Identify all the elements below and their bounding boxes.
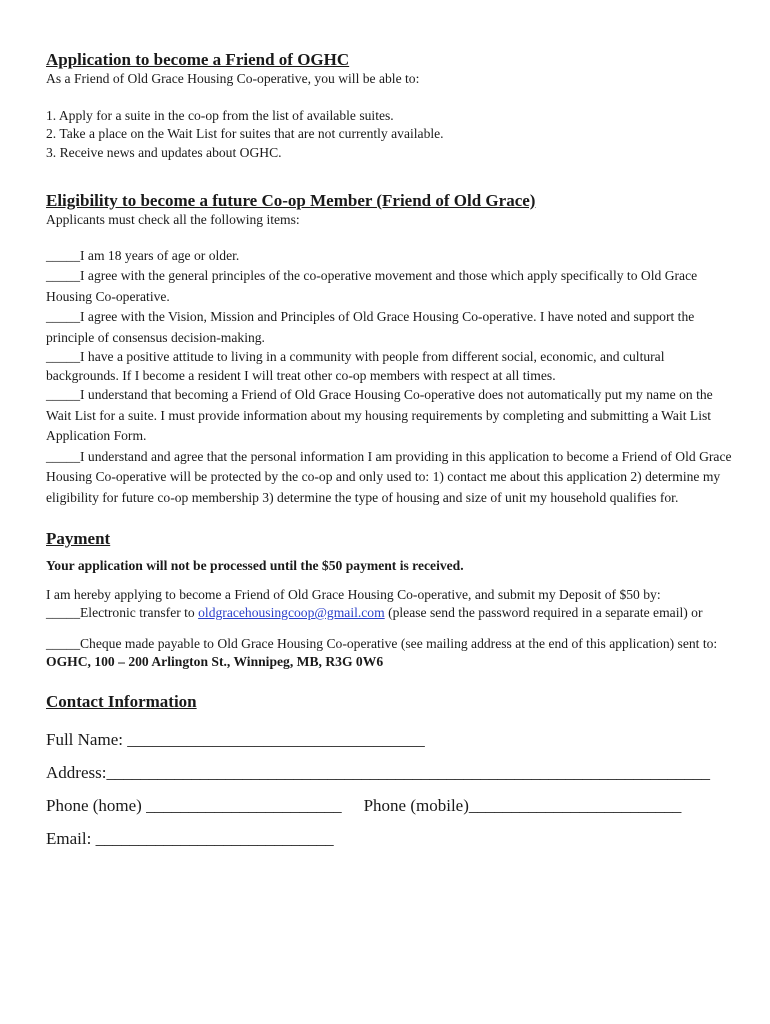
eligibility-item-privacy: _____I understand and agree that the personal information I am providing in this application to become a Friend of Old Grace Housing Co-operative will be protected by the co-op and only used to: 1) contact me about this application 2) determine my eligibility for future co-op membership 3) determine the type of housing and size of unit my household qualifies for. bbox=[46, 448, 732, 505]
checkbox-blank-cheque[interactable]: _____ bbox=[46, 635, 80, 651]
eligibility-heading: Eligibility to become a future Co-op Member (Friend of Old Grace) bbox=[46, 191, 536, 210]
eligibility-item-principles: _____I agree with the general principles of the co-operative movement and those which apply specifically to Old Grace Housing Co-operative. bbox=[46, 268, 698, 304]
checkbox-blank-principles[interactable]: _____ bbox=[46, 268, 80, 283]
address-field[interactable]: Address:_______________________________________________________________________ bbox=[46, 762, 710, 782]
payment-notice: Your application will not be processed until the $50 payment is received. bbox=[46, 558, 464, 573]
checkbox-blank-age[interactable]: _____ bbox=[46, 247, 80, 263]
email-field[interactable]: Email: ____________________________ bbox=[46, 828, 334, 848]
eligibility-item-vision: _____I agree with the Vision, Mission and Principles of Old Grace Housing Co-operative. I have noted and support the principle of consensus decision-making. bbox=[46, 309, 695, 345]
checkbox-blank-etransfer[interactable]: _____ bbox=[46, 605, 80, 620]
payment-option-etransfer: _____Electronic transfer to oldgracehousingcoop@gmail.com (please send the password required in a separate email) or bbox=[46, 605, 703, 620]
benefit-item-2: 2. Take a place on the Wait List for suites that are not currently available. bbox=[46, 126, 444, 141]
phone-home-field[interactable]: Phone (home) _______________________ bbox=[46, 795, 342, 815]
eligibility-item-waitlist: _____I understand that becoming a Friend of Old Grace Housing Co-operative does not automatically put my name on the Wait List for a suite. I must provide information about my housing requirements by completing and submitting a Wait List Application Form. bbox=[46, 387, 713, 443]
payment-option-cheque: _____Cheque made payable to Old Grace Housing Co-operative (see mailing address at the end of this application) sent to: OGHC, 100 – 200 Arlington St., Winnipeg, MB, R3G 0W6 bbox=[46, 635, 718, 669]
payment-heading: Payment bbox=[46, 529, 111, 548]
phone-mobile-field[interactable]: Phone (mobile)_________________________ bbox=[363, 795, 682, 815]
application-form bbox=[46, 50, 736, 849]
payment-statement: I am hereby applying to become a Friend of Old Grace Housing Co-operative, and submit my Deposit of $50 by: bbox=[46, 586, 661, 602]
eligibility-intro: Applicants must check all the following items: bbox=[46, 212, 300, 227]
friend-heading: Application to become a Friend of OGHC bbox=[46, 50, 350, 69]
eligibility-item-attitude: _____I have a positive attitude to living in a community with people from different social, economic, and cultural backgrounds. If I become a resident I will treat other co-op members with respect at all times. bbox=[46, 349, 665, 383]
mailing-address: OGHC, 100 – 200 Arlington St., Winnipeg, MB, R3G 0W6 bbox=[46, 654, 384, 669]
friend-intro: As a Friend of Old Grace Housing Co-operative, you will be able to: bbox=[46, 71, 420, 86]
benefit-item-3: 3. Receive news and updates about OGHC. bbox=[46, 144, 282, 160]
benefit-item-1: 1. Apply for a suite in the co-op from the list of available suites. bbox=[46, 107, 394, 123]
full-name-field[interactable]: Full Name: ___________________________________ bbox=[46, 729, 425, 749]
checkbox-blank-privacy[interactable]: _____ bbox=[46, 448, 80, 464]
checkbox-blank-attitude[interactable]: _____ bbox=[46, 349, 80, 364]
phone-row bbox=[46, 796, 736, 816]
eligibility-item-age: _____I am 18 years of age or older. bbox=[46, 247, 240, 263]
email-link[interactable]: oldgracehousingcoop@gmail.com bbox=[198, 605, 385, 620]
checkbox-blank-vision[interactable]: _____ bbox=[46, 309, 80, 324]
checkbox-blank-waitlist[interactable]: _____ bbox=[46, 387, 80, 402]
contact-heading: Contact Information bbox=[46, 691, 197, 711]
